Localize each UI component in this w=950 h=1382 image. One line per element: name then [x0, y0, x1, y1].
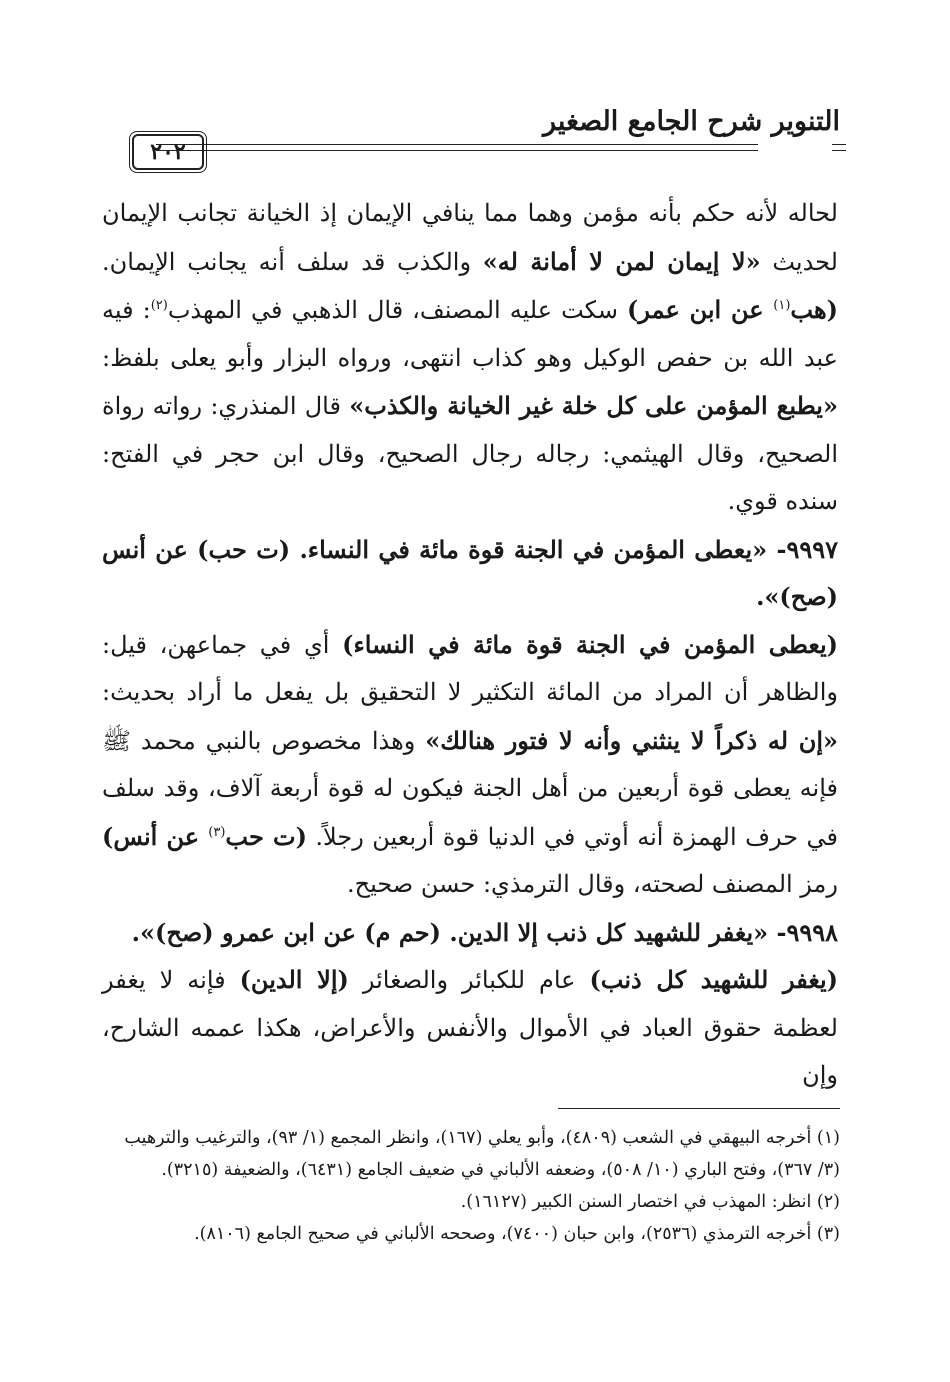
footnote-ref[interactable]: (٢)	[150, 298, 168, 313]
main-text	[102, 190, 838, 1100]
header-rule-line	[832, 144, 846, 145]
footnote-separator	[558, 1108, 840, 1109]
page-number: ٢٠٢	[132, 134, 204, 170]
paragraph: (يغفر للشهيد كل ذنب) عام للكبائر والصغائر (إلا الدين) فإنه لا يغفر لعظمة حقوق العباد في الأموال والأنفس والأعراض، هكذا عممه الشارح، وإن	[102, 965, 838, 1089]
footnote-ref[interactable]: (٣)	[208, 824, 226, 840]
footnote-ref[interactable]: (١)	[773, 298, 791, 313]
footnotes	[102, 1122, 840, 1250]
header-rule-line	[156, 150, 758, 151]
hadith-quote: «لا إيمان لمن لا أمانة له»	[482, 246, 761, 276]
footnote-2: (٢) انظر: المهذب في اختصار السنن الكبير (١٦١٢٧).	[460, 1192, 840, 1212]
hadith-quote: «إن له ذكراً لا ينثني وأنه لا فتور هنالك»	[425, 725, 838, 755]
paragraph: لحاله لأنه حكم بأنه مؤمن وهما مما ينافي الإيمان إذ الخيانة تجانب الإيمان لحديث «لا إيمان لمن لا أمانة له» والكذب قد سلف أنه يجانب الإيمان. (هب$^{(١)}$ عن ابن عمر) سكت عليه المصنف، قال الذهبي في المهذب$^{(٢)}$: فيه عبد الله بن حفص الوكيل وهو كذاب انتهى، ورواه البزار وأبو يعلى بلفظ: «يطبع المؤمن على كل خلة غير الخيانة والكذب» قال المنذري: رواته رواة الصحيح، وقال الهيثمي: رجاله رجال الصحيح، وقال ابن حجر في الفتح: سنده قوي.	[102, 199, 838, 515]
running-header-title: التنوير شرح الجامع الصغير	[543, 106, 840, 137]
header-rule-line	[832, 150, 846, 151]
paragraph: (يعطى المؤمن في الجنة قوة مائة في النساء) أي في جماعهن، قيل: والظاهر أن المراد من المائة التكثير لا التحقيق بل يفعل ما أراد بحديث: «إن له ذكراً لا ينثني وأنه لا فتور هنالك» وهذا مخصوص بالنبي محمد ﷺ فإنه يعطى قوة أربعين من أهل الجنة فيكون له قوة أربعة آلاف، وقد سلف في حرف الهمزة أنه أوتي في الدنيا قوة أربعين رجلاً. (ت حب$^{(٣)}$ عن أنس) رمز المصنف لصحته، وقال الترمذي: حسن صحيح.	[102, 629, 839, 898]
hadith-entry-9997: ٩٩٩٧- «يعطى المؤمن في الجنة قوة مائة في النساء. (ت حب) عن أنس (صح)».	[102, 534, 838, 611]
hadith-entry-9998: ٩٩٩٨- «يغفر للشهيد كل ذنب إلا الدين. (حم م) عن ابن عمرو (صح)».	[131, 917, 838, 947]
header-rule-line	[156, 144, 758, 145]
header-rule	[118, 138, 846, 178]
hadith-quote: «يطبع المؤمن على كل خلة غير الخيانة والكذب»	[349, 391, 838, 420]
footnote-1: (١) أخرجه البيهقي في الشعب (٤٨٠٩)، وأبو يعلي (١٦٧)، وانظر المجمع (١/ ٩٣)، والترغيب والترهيب (٣/ ٣٦٧)، وفتح الباري (١٠/ ٥٠٨)، وضعفه الألباني في ضعيف الجامع (٦٤٣١)، والضعيفة (٣٢١٥).	[124, 1128, 840, 1180]
footnote-3: (٣) أخرجه الترمذي (٢٥٣٦)، وابن حبان (٧٤٠٠)، وصححه الألباني في صحيح الجامع (٨١٠٦).	[194, 1224, 840, 1244]
